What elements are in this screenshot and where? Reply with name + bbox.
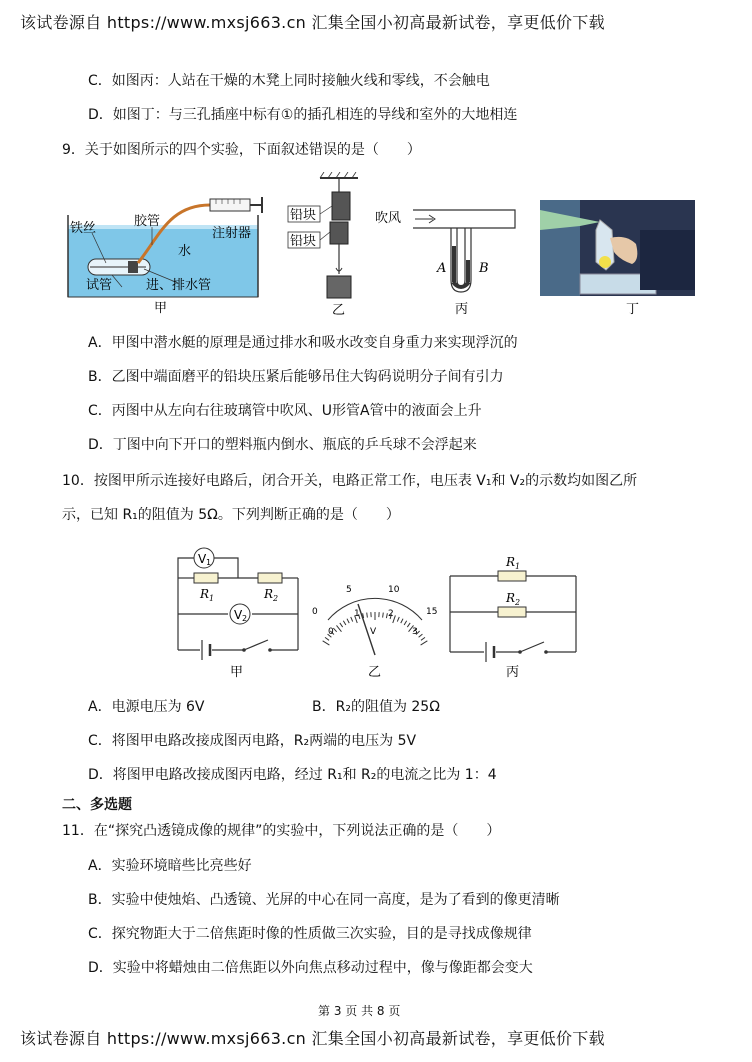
meter-tick <box>421 637 425 640</box>
q10-circuit-bing <box>440 552 590 682</box>
label-v2-sub: 2 <box>242 614 248 623</box>
label-jiaoguan: 胶管 <box>134 214 161 229</box>
label-tube-b: B <box>479 261 489 276</box>
label-v1-sub: 1 <box>206 558 212 567</box>
label-r1: R <box>200 587 210 601</box>
q10-stem-line2: 示，已知 R₁的阻值为 5Ω。下列判断正确的是（ ） <box>62 507 400 523</box>
label-shiguan: 试管 <box>86 278 113 293</box>
caption-yi: 乙 <box>332 303 346 317</box>
label-v2: V <box>234 608 243 622</box>
label-r1-sub: 1 <box>515 562 521 571</box>
label-chuifeng: 吹风 <box>375 211 402 226</box>
label-r2-sub: 2 <box>273 594 279 603</box>
scale-bottom-2: 2 <box>388 609 394 619</box>
scale-top-5: 5 <box>346 585 352 595</box>
meter-tick <box>351 617 353 622</box>
q10-option-d: D．将图甲电路改接成图丙电路，经过 R₁和 R₂的电流之比为 1：4 <box>88 767 497 783</box>
label-jinpaishuiguan: 进、排水管 <box>146 278 212 293</box>
q9-option-b: B．乙图中端面磨平的铅块压紧后能够吊住大钩码说明分子间有引力 <box>88 369 504 385</box>
q11-option-d: D．实验中将蜡烛由二倍焦距以外向焦点移动过程中，像与像距都会变大 <box>88 960 533 976</box>
lead-block-lower <box>330 222 348 244</box>
meter-tick <box>421 641 428 645</box>
label-r2: R <box>506 591 516 605</box>
q8-option-c: C．如图丙：人站在干燥的木凳上同时接触火线和零线，不会触电 <box>88 73 490 89</box>
q9-figure-ding <box>540 200 700 318</box>
label-r2-sub: 2 <box>515 598 521 607</box>
q9-figure-bing <box>375 200 525 318</box>
scale-bottom-1: 1 <box>354 609 360 619</box>
caption-jia: 甲 <box>154 301 168 315</box>
lead-block-upper <box>332 192 350 220</box>
q9-stem: 9．关于如图所示的四个实验，下面叙述错误的是（ ） <box>62 142 421 158</box>
q10-option-c: C．将图甲电路改接成图丙电路，R₂两端的电压为 5V <box>88 733 417 749</box>
caption-ding: 丁 <box>626 302 640 317</box>
label-tube-a: A <box>437 261 447 276</box>
q11-option-c: C．探究物距大于二倍焦距时像的性质做三次实验，目的是寻找成像规律 <box>88 926 532 942</box>
caption-bing: 丙 <box>455 302 469 317</box>
q8-option-d: D．如图丁：与三孔插座中标有①的插孔相连的导线和室外的大地相连 <box>88 107 518 123</box>
section-title-multiple-choice: 二、多选题 <box>62 797 132 813</box>
page-header: 该试卷源自 https://www.mxsj663.cn 汇集全国小初高最新试卷，享更低价下载 <box>20 13 605 32</box>
meter-tick <box>419 634 423 637</box>
meter-tick <box>367 613 368 618</box>
label-r1: R <box>506 555 516 569</box>
q11-option-a: A．实验环境暗些比亮些好 <box>88 858 252 874</box>
ping-pong-ball <box>599 256 611 268</box>
label-qiankuai-1: 铅块 <box>290 208 317 223</box>
label-qiankuai-2: 铅块 <box>290 234 317 249</box>
meter-tick <box>407 623 410 627</box>
meter-tick <box>340 623 343 627</box>
label-r2: R <box>264 587 274 601</box>
label-shui: 水 <box>178 244 192 259</box>
scale-bottom-3: 3 <box>412 627 418 637</box>
caption-jia: 甲 <box>230 665 244 680</box>
meter-tick <box>401 619 403 623</box>
page-number: 第 3 页 共 8 页 <box>318 1004 401 1018</box>
meter-tick <box>397 617 399 622</box>
label-zhusheqi: 注射器 <box>212 226 252 241</box>
meter-tick <box>343 621 346 625</box>
caption-bing: 丙 <box>506 665 520 680</box>
page-footer: 该试卷源自 https://www.mxsj663.cn 汇集全国小初高最新试卷，享更低价下载 <box>20 1029 605 1048</box>
q11-option-b: B．实验中使烛焰、凸透镜、光屏的中心在同一高度，是为了看到的像更清晰 <box>88 892 560 908</box>
q10-option-b: B．R₂的阻值为 25Ω <box>312 699 440 715</box>
scale-top-0: 0 <box>312 607 318 617</box>
label-r1-sub: 1 <box>209 594 215 603</box>
scale-bottom-0: 0 <box>328 627 334 637</box>
resistor-r1 <box>194 573 218 583</box>
q9-option-a: A．甲图中潜水艇的原理是通过排水和吸水改变自身重力来实现浮沉的 <box>88 335 518 351</box>
q9-figure-yi <box>280 172 390 317</box>
meter-tick <box>325 637 329 640</box>
meter-tick <box>333 628 336 632</box>
q10-option-a: A．电源电压为 6V <box>88 699 205 715</box>
caption-yi: 乙 <box>368 665 382 680</box>
q10-meter-yi <box>310 580 445 680</box>
meter-unit: V <box>370 627 377 637</box>
q9-option-c: C．丙图中从左向右往玻璃管中吹风、U形管A管中的液面会上升 <box>88 403 482 419</box>
label-v1: V <box>198 552 207 566</box>
meter-tick <box>383 613 384 618</box>
resistor-r2-parallel <box>498 607 526 617</box>
q11-stem: 11．在“探究凸透镜成像的规律”的实验中，下列说法正确的是（ ） <box>62 823 501 839</box>
meter-tick <box>404 621 407 625</box>
label-tiesi: 铁丝 <box>70 221 97 236</box>
q10-stem-line1: 10．按图甲所示连接好电路后，闭合开关，电路正常工作，电压表 V₁和 V₂的示数均如图乙所 <box>62 473 638 489</box>
scale-top-15: 15 <box>426 607 438 617</box>
q10-circuit-jia <box>170 540 310 680</box>
resistor-r2 <box>258 573 282 583</box>
meter-tick <box>347 619 349 623</box>
scale-top-10: 10 <box>388 585 400 595</box>
q9-figure-jia <box>60 175 270 315</box>
meter-tick <box>323 641 330 645</box>
hook-weight <box>327 276 351 298</box>
meter-tick <box>336 625 341 631</box>
q9-option-d: D．丁图中向下开口的塑料瓶内倒水、瓶底的乒乓球不会浮起来 <box>88 437 477 453</box>
resistor-r1-parallel <box>498 571 526 581</box>
